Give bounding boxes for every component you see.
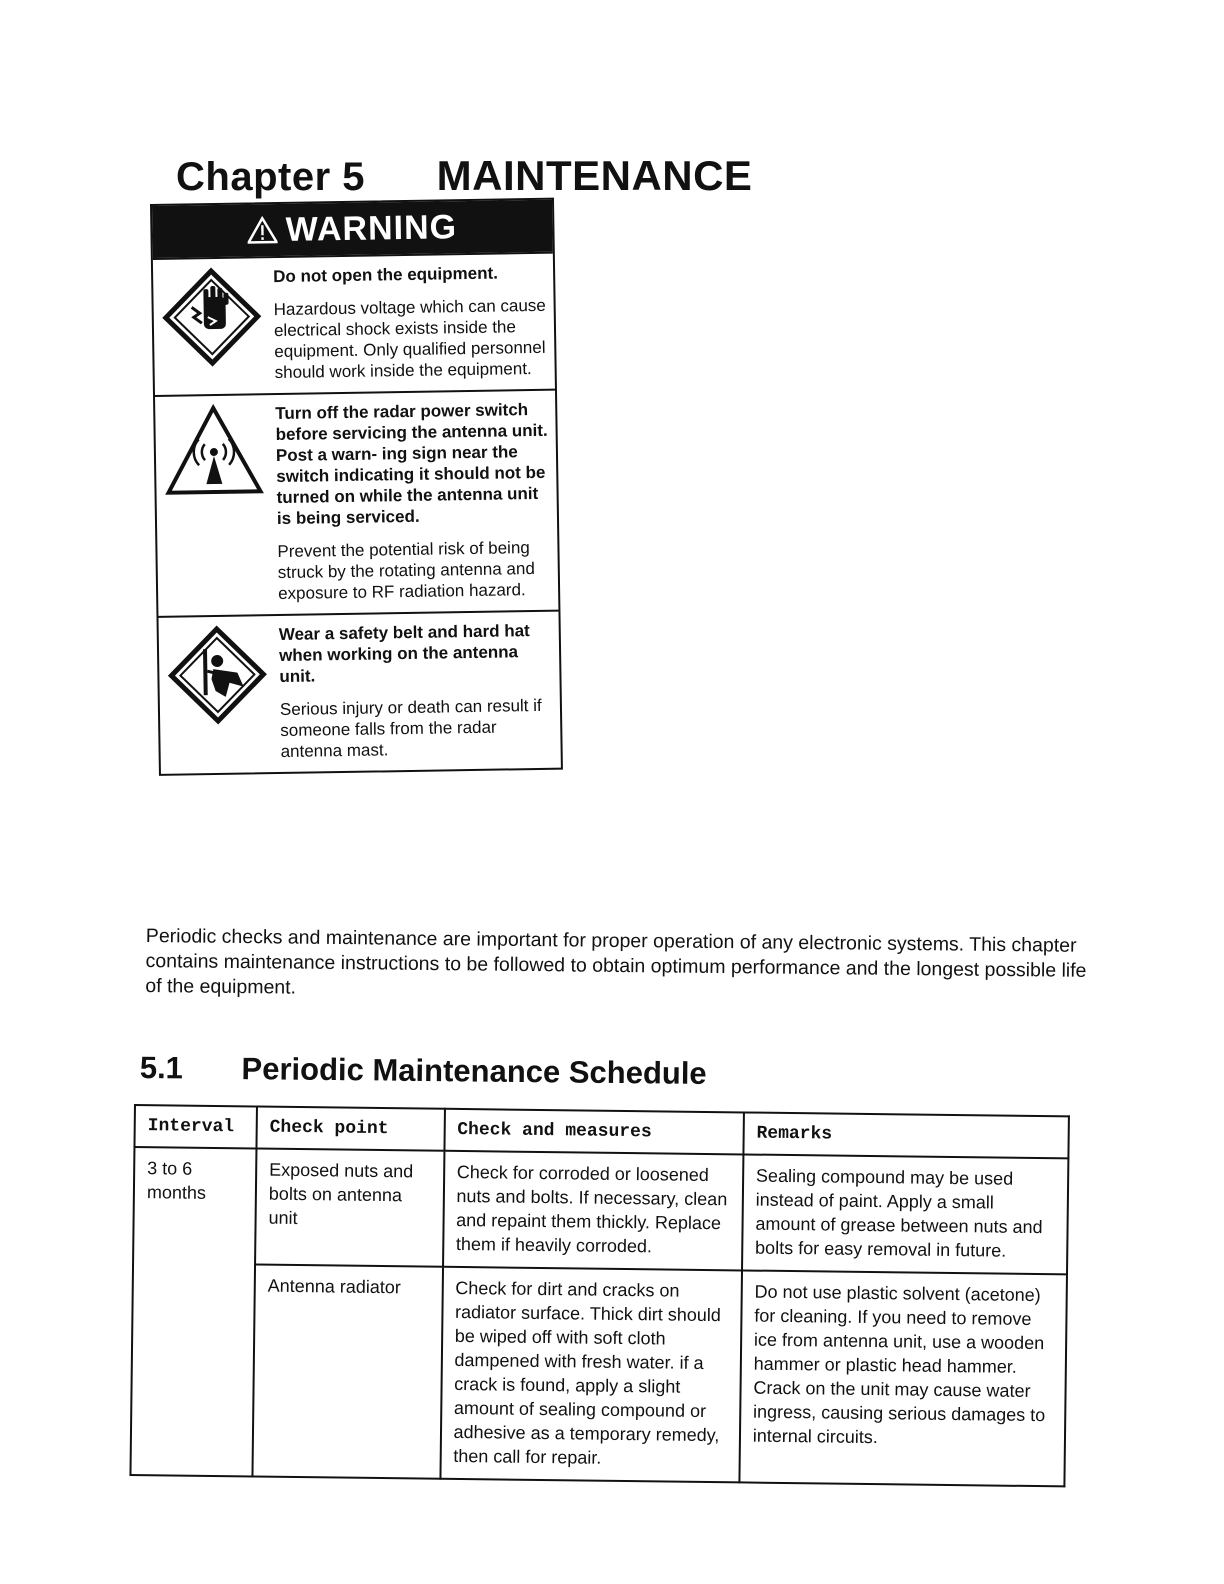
warning-box — [150, 198, 563, 776]
cell-measures: Check for corroded or loosened nuts and bolts. If necessary, clean and repaint them thickly. Replace them if heavily corroded. — [443, 1151, 744, 1271]
warning-section-rf — [155, 389, 558, 616]
rf-radiation-triangle-icon — [163, 403, 266, 616]
cell-check-point: Exposed nuts and bolts on antenna unit — [255, 1148, 444, 1266]
cell-remarks: Sealing compound may be used instead of paint. Apply a small amount of grease between nuts and bolts for easy removal in future. — [742, 1154, 1069, 1274]
header-interval: Interval — [134, 1105, 256, 1148]
maintenance-schedule-table — [129, 1104, 1069, 1487]
cell-interval — [130, 1263, 255, 1476]
table-row — [130, 1263, 1067, 1486]
warning-header-label: WARNING — [285, 207, 458, 249]
warning-section-shock — [153, 252, 555, 395]
shock-warning-text: Hazardous voltage which can cause electrical shock exists inside the equipment. Only qualified personnel should work inside the equipment. — [273, 295, 546, 383]
warning-triangle-icon — [248, 216, 278, 244]
cell-interval: 3 to 6 months — [133, 1147, 256, 1264]
cell-remarks: Do not use plastic solvent (acetone) for cleaning. If you need to remove ice from antenna unit, use a wooden hammer or plastic head hammer. Crack on the unit may cause water ingress, causing serious damages to internal circuits. — [739, 1270, 1067, 1486]
chapter-number: Chapter 5 — [176, 155, 365, 199]
header-check-measures: Check and measures — [444, 1109, 744, 1155]
fall-hazard-icon — [167, 624, 269, 774]
header-remarks: Remarks — [743, 1112, 1069, 1158]
header-check-point: Check point — [256, 1107, 444, 1151]
table-row — [133, 1147, 1068, 1274]
warning-section-fall — [158, 610, 560, 774]
chapter-heading — [176, 152, 752, 200]
section-number: 5.1 — [139, 1050, 184, 1086]
intro-paragraph: Periodic checks and maintenance are important for proper operation of any electronic systems. This chapter contains maintenance instructions to be followed to obtain optimum performance and the longest possible life of the equipment. — [145, 924, 1087, 999]
fall-warning-text: Serious injury or death can result if someone falls from the radar antenna mast. — [279, 695, 542, 762]
cell-measures: Check for dirt and cracks on radiator surface. Thick dirt should be wiped off with soft cloth dampened with fresh water. if a crack is found, apply a slight amount of sealing compound or adhesive as a temporary remedy, then call for repair. — [440, 1267, 742, 1483]
cell-check-point: Antenna radiator — [252, 1264, 442, 1478]
rf-warning-text: Prevent the potential risk of being struck by the rotating antenna and exposure to RF radiation hazard. — [277, 538, 535, 604]
section-title: Periodic Maintenance Schedule — [241, 1051, 707, 1091]
chapter-title: MAINTENANCE — [436, 152, 753, 199]
electric-shock-hand-icon — [161, 266, 263, 395]
shock-warning-title: Do not open the equipment. — [273, 263, 499, 287]
fall-warning-title: Wear a safety belt and hard hat when working on the antenna unit. — [278, 621, 530, 687]
section-heading — [140, 1050, 707, 1092]
warning-header — [152, 200, 553, 258]
rf-warning-title: Turn off the radar power switch before servicing the antenna unit. Post a warn- ing sign near the switch indicating it should not be turned on while the antenna unit is being serviced. — [275, 400, 548, 529]
